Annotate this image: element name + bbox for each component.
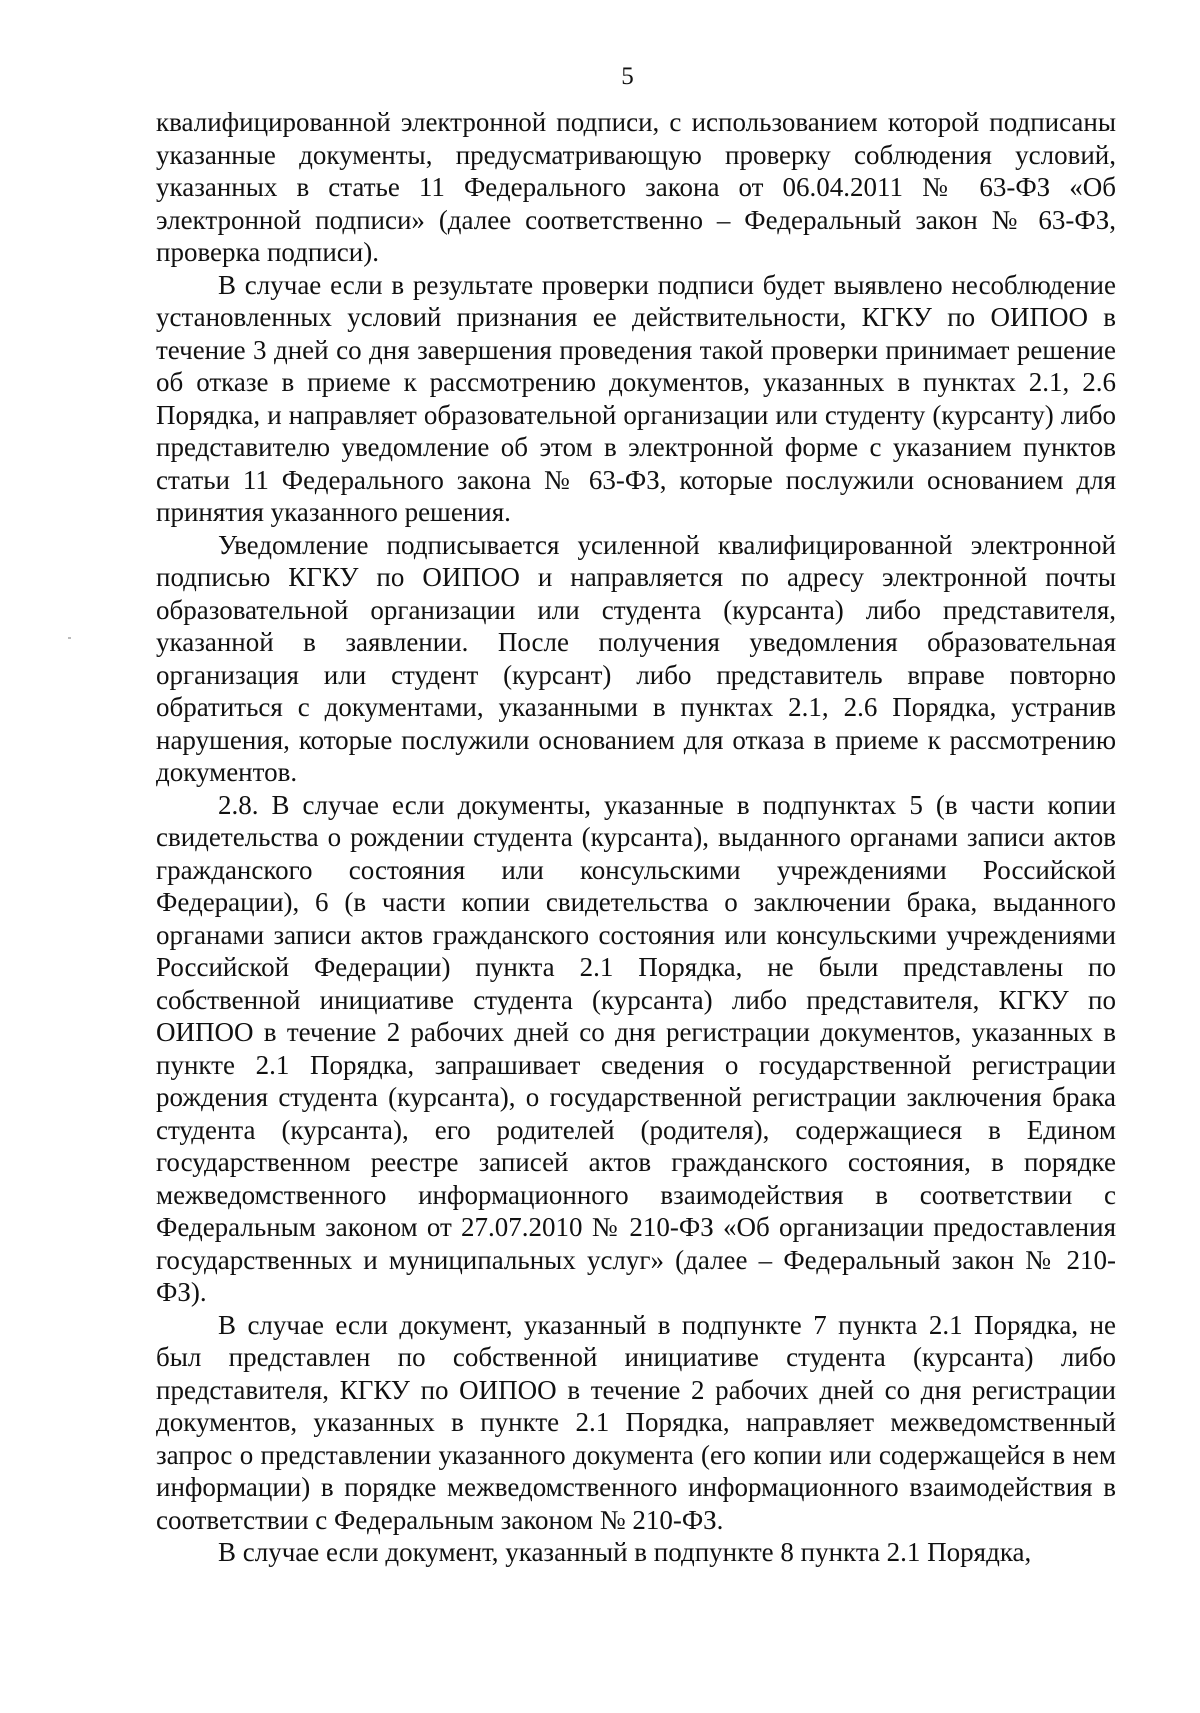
paragraph-signature-check-failure: В случае если в результате проверки подписи будет выявлено несоблюдение установленных условий признания ее действительности, КГКУ по ОИПОО в течение 3 дней со дня завершения проведения такой проверки принимает решение об отказе в приеме к рассмотрению документов, указанных в пунктах 2.1, 2.6 Порядка, и направляет образовательной организации или студенту (курсанту) либо представителю уведомление об этом в электронной форме с указанием пунктов статьи 11 Федерального закона № 63-ФЗ, которые послужили основанием для принятия указанного решения. — [156, 269, 1116, 527]
paragraph-continuation: квалифицированной электронной подписи, с использованием которой подписаны указанные документы, предусматривающую проверку соблюдения условий, указанных в статье 11 Федерального закона от 06.04.2011 № 63-ФЗ «Об электронной подписи» (далее соответственно – Федеральный закон № 63-ФЗ, проверка подписи). — [156, 107, 1116, 267]
paragraph-subclause-8: В случае если документ, указанный в подпункте 8 пункта 2.1 Порядка, — [218, 1537, 1032, 1567]
paragraph-section-2-8: 2.8. В случае если документы, указанные в подпунктах 5 (в части копии свидетельства о рождении студента (курсанта), выданного органами записи актов гражданского состояния или консульскими учреждениями Российской Федерации), 6 (в части копии свидетельства о заключении брака, выданного органами записи актов гражданского состояния или консульскими учреждениями Российской Федерации) пункта 2.1 Порядка, не были представлены по собственной инициативе студента (курсанта) либо представителя, КГКУ по ОИПОО в течение 2 рабочих дней со дня регистрации документов, указанных в пункте 2.1 Порядка, запрашивает сведения о государственной регистрации рождения студента (курсанта), о государственной регистрации заключения брака студента (курсанта), его родителей (родителя), содержащиеся в Едином государственном реестре записей актов гражданского состояния, в порядке межведомственного информационного взаимодействия в соответствии с Федеральным законом от 27.07.2010 № 210-ФЗ «Об организации предоставления государственных и муниципальных услуг» (далее – Федеральный закон № 210-ФЗ). — [156, 789, 1116, 1307]
body-text — [156, 106, 1116, 1569]
paragraph-subclause-7: В случае если документ, указанный в подпункте 7 пункта 2.1 Порядка, не был представлен по собственной инициативе студента (курсанта) либо представителя, КГКУ по ОИПОО в течение 2 рабочих дней со дня регистрации документов, указанных в пункте 2.1 Порядка, направляет межведомственный запрос о представлении указанного документа (его копии или содержащейся в нем информации) в порядке межведомственного информационного взаимодействия в соответствии с Федеральным законом № 210-ФЗ. — [156, 1309, 1116, 1535]
margin-speck — [68, 637, 71, 639]
paragraph-notification: Уведомление подписывается усиленной квалифицированной электронной подписью КГКУ по ОИПОО и направляется по адресу электронной почты образовательной организации или студента (курсанта) либо представителя, указанной в заявлении. После получения уведомления образовательная организация или студент (курсант) либо представитель вправе повторно обратиться с документами, указанными в пунктах 2.1, 2.6 Порядка, устранив нарушения, которые послужили основанием для отказа в приеме к рассмотрению документов. — [156, 529, 1116, 787]
page-number: 5 — [621, 63, 634, 90]
